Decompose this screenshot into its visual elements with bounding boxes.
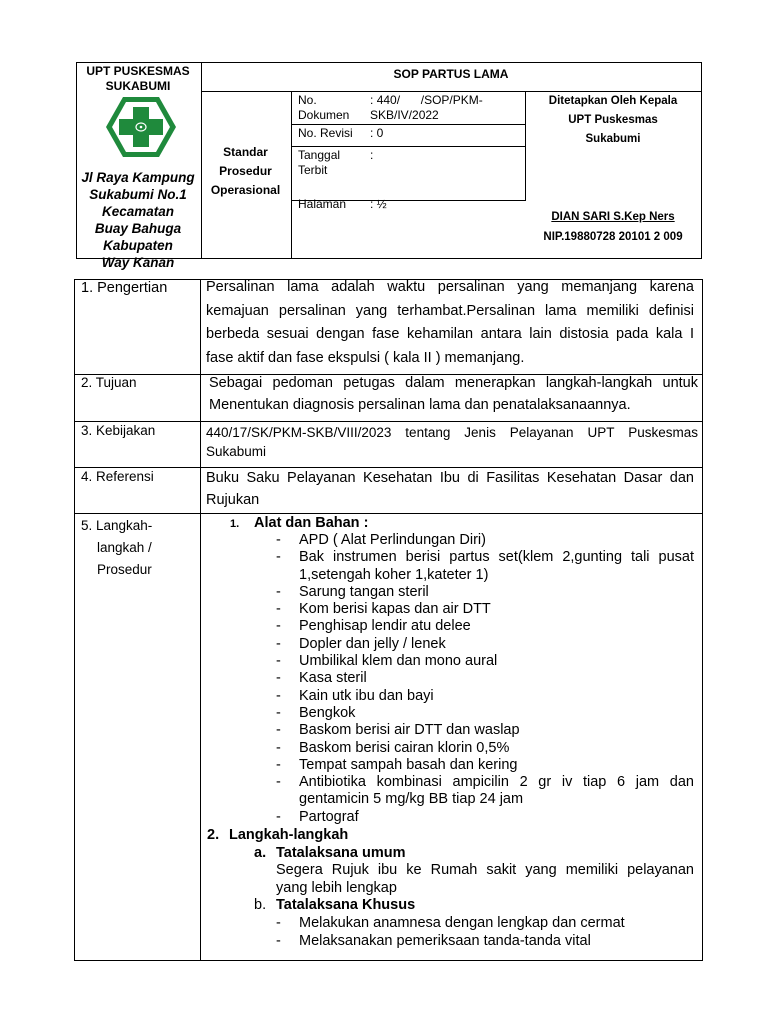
list-item: - Kasa steril: [276, 670, 367, 687]
section-body-pengertian: Persalinan lama adalah waktu persalinan yang memanjang karena kemajuan persalinan yang terhambat.Persalinan lama memiliki definisi berbeda sesuai dengan fase kehamilan antara lain distosia pada kala I fase aktif dan fase ekspulsi ( kala II ) memanjang.: [206, 279, 694, 366]
list-item: - Melakukan anamnesa dengan lengkap dan cermat: [276, 915, 625, 931]
section-body-kebijakan: 440/17/SK/PKM-SKB/VIII/2023 tentang Jenis Pelayanan UPT Puskesmas Sukabumi: [206, 425, 698, 459]
tanggal-terbit-value: :: [370, 148, 374, 162]
signer-nip: NIP.19880728 20101 2 009: [543, 231, 683, 243]
halaman-label: Halaman: [298, 197, 347, 211]
section-label-referensi: 4. Referensi: [81, 469, 154, 484]
document-title: SOP PARTUS LAMA: [393, 67, 509, 81]
list-item: - Umbilikal klem dan mono aural: [276, 653, 498, 670]
khusus-marker: b.: [254, 897, 267, 913]
list-item: - Partograf: [276, 808, 359, 825]
list-item: - Bak instrumen berisi partus set(klem 2,gunting tali pusat: [276, 549, 694, 566]
org-name: UPT PUSKESMAS SUKABUMI: [86, 64, 190, 93]
langkah-number: 2.: [207, 827, 220, 843]
tanggal-terbit-label: Tanggal Terbit: [298, 148, 341, 177]
section-label-kebijakan: 3. Kebijakan: [81, 423, 156, 438]
list-item-continuation: 1,setengah koher 1,kateter 1): [299, 566, 489, 583]
alat-number: 1.: [230, 518, 240, 530]
signer-name: DIAN SARI S.Kep Ners: [551, 211, 675, 223]
umum-title: Tatalaksana umum: [276, 845, 406, 861]
no-dokumen-label: No. Dokumen: [298, 93, 350, 122]
halaman-value: : ½: [370, 197, 387, 211]
list-item: - Antibiotika kombinasi ampicilin 2 gr iv tiap 6 jam dan: [276, 774, 694, 791]
section-label-tujuan: 2. Tujuan: [81, 375, 137, 390]
list-item: - Kain utk ibu dan bayi: [276, 687, 434, 704]
no-dokumen-value-line2: SKB/IV/2022: [370, 108, 439, 122]
khusus-list: [276, 914, 694, 950]
section-body-tujuan: Sebagai pedoman petugas dalam menerapkan langkah-langkah untuk Menentukan diagnosis persalinan lama dan penatalaksanaannya.: [209, 375, 698, 413]
sop-label: Standar Prosedur Operasional: [210, 145, 281, 197]
list-item: - Kom berisi kapas dan air DTT: [276, 601, 491, 618]
section-body-referensi: Buku Saku Pelayanan Kesehatan Ibu di Fasilitas Kesehatan Dasar dan Rujukan: [206, 470, 694, 508]
list-item: - Bengkok: [276, 704, 356, 721]
alat-list: [276, 532, 694, 826]
khusus-title: Tatalaksana Khusus: [276, 897, 416, 913]
list-item-continuation: gentamicin 5 mg/kg BB tiap 24 jam: [299, 791, 524, 808]
umum-text: Segera Rujuk ibu ke Rumah sakit yang memiliki pelayanan yang lebih lengkap: [276, 862, 694, 896]
langkah-title: Langkah-langkah: [229, 827, 349, 843]
umum-marker: a.: [254, 845, 267, 861]
section-label-pengertian: 1. Pengertian: [81, 280, 168, 296]
list-item: - Penghisap lendir atu delee: [276, 618, 471, 635]
no-revisi-value: : 0: [370, 126, 384, 140]
list-item: - APD ( Alat Perlindungan Diri): [276, 532, 486, 548]
list-item: - Sarung tangan steril: [276, 583, 429, 600]
list-item: - Baskom berisi cairan klorin 0,5%: [276, 739, 510, 756]
no-revisi-label: No. Revisi: [298, 126, 353, 140]
list-item: - Baskom berisi air DTT dan waslap: [276, 722, 520, 739]
org-address: Jl Raya Kampung Sukabumi No.1 Kecamatan Buay Bahuga Kabupaten Way Kanan: [81, 170, 195, 270]
puskesmas-logo: [104, 95, 178, 159]
section-label-prosedur: 5. Langkah- langkah / Prosedur: [81, 518, 153, 577]
list-item: - Tempat sampah basah dan kering: [276, 756, 518, 773]
list-item: - Dopler dan jelly / lenek: [276, 635, 446, 652]
list-item: - Melaksanakan pemeriksaan tanda-tanda vital: [276, 933, 591, 949]
alat-title: Alat dan Bahan :: [254, 515, 369, 531]
no-dokumen-value: : 440/ /SOP/PKM-: [370, 93, 483, 107]
ditetapkan-oleh: Ditetapkan Oleh Kepala UPT Puskesmas Sukabumi: [548, 95, 678, 145]
